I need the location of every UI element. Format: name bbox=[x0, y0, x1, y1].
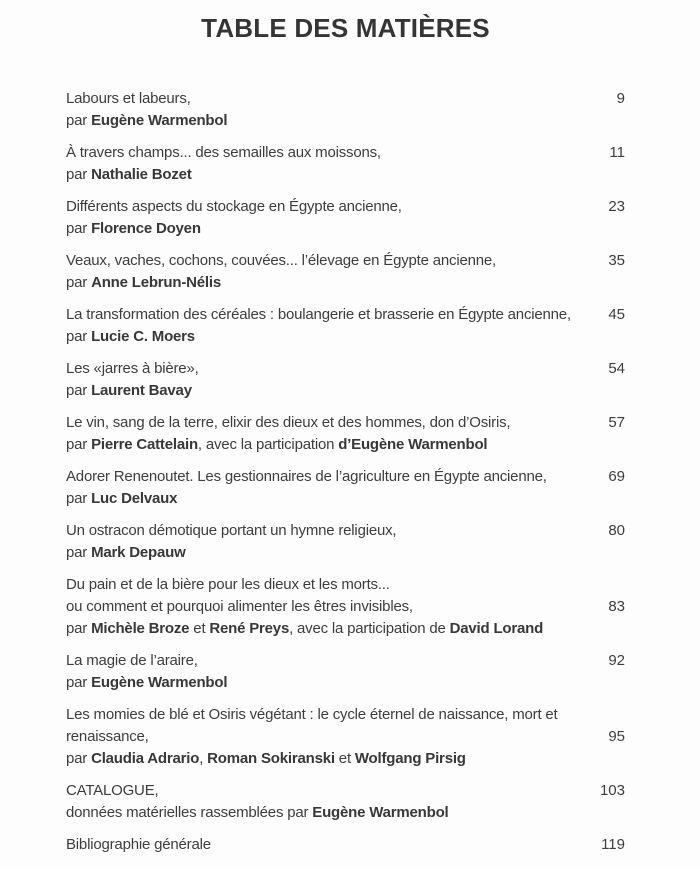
author-prefix: , avec la participation bbox=[197, 436, 339, 453]
toc-entry bbox=[66, 196, 625, 240]
entry-author-line bbox=[66, 272, 625, 294]
toc-entry bbox=[66, 250, 625, 294]
author-name: René Preys bbox=[209, 620, 290, 637]
author-name: David Lorand bbox=[449, 620, 544, 637]
author-prefix: par bbox=[66, 544, 92, 561]
author-prefix: par bbox=[66, 490, 92, 507]
author-prefix: et bbox=[189, 620, 210, 637]
entry-title-line bbox=[66, 726, 625, 748]
author-name: Luc Delvaux bbox=[91, 490, 178, 507]
author-prefix: par bbox=[66, 274, 92, 291]
entry-author-line bbox=[66, 434, 625, 456]
entry-title-text: CATALOGUE, bbox=[66, 782, 159, 799]
page-title: TABLE DES MATIÈRES bbox=[201, 13, 490, 43]
entry-page-number: 11 bbox=[609, 144, 625, 161]
author-prefix: par bbox=[66, 166, 92, 183]
entry-page-number: 92 bbox=[608, 652, 625, 669]
entry-title-text: Veaux, vaches, cochons, couvées... l’élevage en Égypte ancienne, bbox=[66, 252, 496, 269]
entry-title-text: renaissance, bbox=[66, 728, 149, 745]
entry-page-number: 95 bbox=[608, 728, 625, 745]
entry-author-line bbox=[66, 380, 625, 402]
entry-author-line bbox=[66, 110, 625, 132]
toc-entry bbox=[66, 834, 625, 856]
author-prefix: , avec la participation de bbox=[289, 620, 450, 637]
entry-title-text: La magie de l’araire, bbox=[66, 652, 198, 669]
author-prefix: par bbox=[66, 750, 92, 767]
toc-entry bbox=[66, 358, 625, 402]
entry-title-text: Les momies de blé et Osiris végétant : le cycle éternel de naissance, mort et bbox=[66, 706, 558, 723]
entry-page-number: 83 bbox=[608, 598, 625, 615]
entry-title-text: Un ostracon démotique portant un hymne religieux, bbox=[66, 522, 397, 539]
author-prefix: par bbox=[66, 436, 92, 453]
author-prefix: par bbox=[66, 328, 92, 345]
entry-title-line bbox=[66, 304, 625, 326]
toc-list bbox=[66, 88, 625, 856]
entry-page-number: 57 bbox=[608, 414, 625, 431]
toc-entry bbox=[66, 412, 625, 456]
entry-title-line bbox=[66, 520, 625, 542]
author-prefix: par bbox=[66, 674, 92, 691]
author-name: Mark Depauw bbox=[91, 544, 186, 561]
author-name: Anne Lebrun-Nélis bbox=[91, 274, 222, 291]
entry-title-line bbox=[66, 88, 625, 110]
entry-title-line bbox=[66, 358, 625, 380]
entry-page-number: 80 bbox=[608, 522, 625, 539]
entry-title-line bbox=[66, 196, 625, 218]
entry-author-line bbox=[66, 218, 625, 240]
author-name: Pierre Cattelain bbox=[91, 436, 198, 453]
entry-title-text: Du pain et de la bière pour les dieux et les morts... bbox=[66, 576, 390, 593]
author-prefix: et bbox=[334, 750, 355, 767]
entry-title-text: Adorer Renenoutet. Les gestionnaires de l’agriculture en Égypte ancienne, bbox=[66, 468, 547, 485]
author-name: Eugène Warmenbol bbox=[91, 112, 228, 129]
entry-title-text: Différents aspects du stockage en Égypte ancienne, bbox=[66, 198, 402, 215]
author-prefix: par bbox=[66, 620, 92, 637]
entry-author-line bbox=[66, 542, 625, 564]
entry-title-line bbox=[66, 466, 625, 488]
entry-author-line bbox=[66, 326, 625, 348]
entry-title-line bbox=[66, 596, 625, 618]
toc-entry bbox=[66, 574, 625, 640]
entry-page-number: 69 bbox=[608, 468, 625, 485]
author-name: Michèle Broze bbox=[91, 620, 190, 637]
entry-title-text: Labours et labeurs, bbox=[66, 90, 191, 107]
author-prefix: données matérielles rassemblées par bbox=[66, 804, 313, 821]
toc-entry bbox=[66, 780, 625, 824]
toc-entry bbox=[66, 704, 625, 770]
entry-title-line bbox=[66, 574, 625, 596]
author-prefix: par bbox=[66, 220, 92, 237]
entry-author-line bbox=[66, 802, 625, 824]
entry-title-line bbox=[66, 704, 625, 726]
entry-page-number: 54 bbox=[608, 360, 625, 377]
entry-page-number: 119 bbox=[601, 836, 625, 853]
toc-entry bbox=[66, 142, 625, 186]
author-name: Florence Doyen bbox=[91, 220, 201, 237]
author-name: Wolfgang Pirsig bbox=[354, 750, 466, 767]
entry-author-line bbox=[66, 164, 625, 186]
entry-page-number: 103 bbox=[599, 782, 625, 799]
toc-entry bbox=[66, 650, 625, 694]
author-name: Eugène Warmenbol bbox=[91, 674, 228, 691]
entry-title-text: ou comment et pourquoi alimenter les êtres invisibles, bbox=[66, 598, 413, 615]
author-name: Roman Sokiranski bbox=[207, 750, 335, 767]
author-name: Lucie C. Moers bbox=[91, 328, 195, 345]
author-name: d’Eugène Warmenbol bbox=[338, 436, 488, 453]
entry-title-line bbox=[66, 250, 625, 272]
entry-title-text: La transformation des céréales : boulangerie et brasserie en Égypte ancienne, bbox=[66, 306, 571, 323]
entry-author-line bbox=[66, 618, 625, 640]
entry-page-number: 45 bbox=[608, 306, 625, 323]
author-prefix: par bbox=[66, 112, 92, 129]
author-prefix: par bbox=[66, 382, 92, 399]
entry-author-line bbox=[66, 672, 625, 694]
entry-title-line bbox=[66, 780, 625, 802]
author-name: Eugène Warmenbol bbox=[312, 804, 449, 821]
entry-title-line bbox=[66, 834, 625, 856]
entry-author-line bbox=[66, 748, 625, 770]
toc-entry bbox=[66, 520, 625, 564]
toc-entry bbox=[66, 304, 625, 348]
entry-title-text: Les «jarres à bière», bbox=[66, 360, 199, 377]
toc-entry bbox=[66, 88, 625, 132]
entry-page-number: 35 bbox=[608, 252, 625, 269]
entry-title-line bbox=[66, 412, 625, 434]
entry-title-line bbox=[66, 142, 625, 164]
entry-title-text: À travers champs... des semailles aux moissons, bbox=[66, 144, 381, 161]
entry-page-number: 9 bbox=[616, 90, 625, 107]
entry-title-text: Bibliographie générale bbox=[66, 836, 211, 853]
author-prefix: , bbox=[199, 750, 208, 767]
author-name: Laurent Bavay bbox=[91, 382, 192, 399]
entry-title-text: Le vin, sang de la terre, elixir des dieux et des hommes, don d’Osiris, bbox=[66, 414, 511, 431]
entry-page-number: 23 bbox=[608, 198, 625, 215]
author-name: Nathalie Bozet bbox=[91, 166, 192, 183]
entry-title-line bbox=[66, 650, 625, 672]
toc-entry bbox=[66, 466, 625, 510]
author-name: Claudia Adrario bbox=[91, 750, 200, 767]
entry-author-line bbox=[66, 488, 625, 510]
